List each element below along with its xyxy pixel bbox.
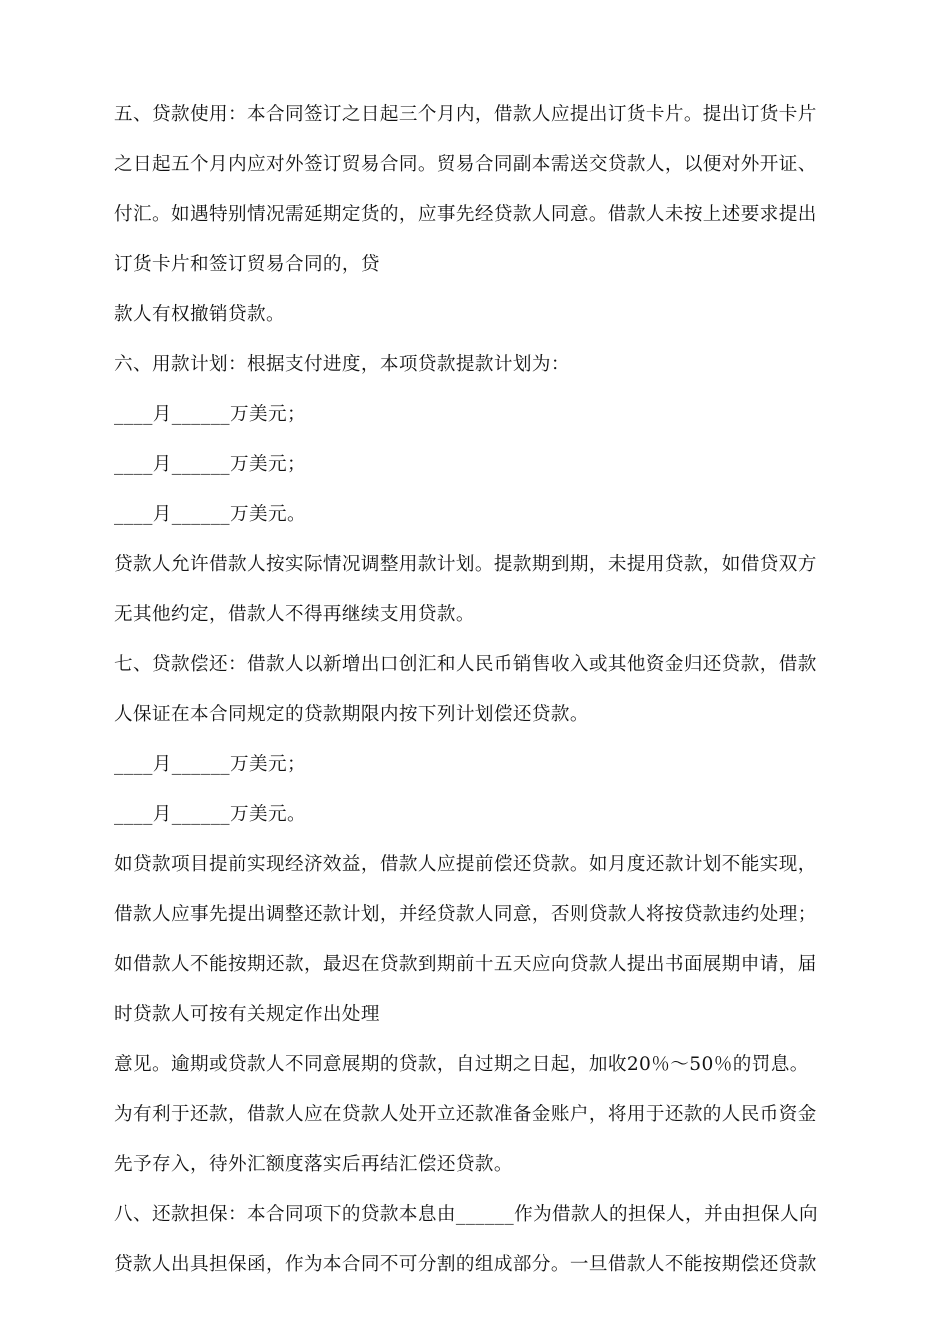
clause-7-line-5: 如借款人不能按期还款，最迟在贷款到期前十五天应向贷款人提出书面展期申请，届 <box>114 954 817 975</box>
clause-7-line-6: 时贷款人可按有关规定作出处理 <box>114 1004 380 1025</box>
repayment-plan-item-2: ____月______万美元。 <box>114 804 306 825</box>
clause-7-line-9: 先予存入，待外汇额度落实后再结汇偿还贷款。 <box>114 1154 513 1175</box>
clause-7-line-3: 如贷款项目提前实现经济效益，借款人应提前偿还贷款。如月度还款计划不能实现， <box>114 854 817 875</box>
clause-5-line-3: 付汇。如遇特别情况需延期定货的，应事先经贷款人同意。借款人未按上述要求提出 <box>114 204 817 225</box>
clause-5-line-1: 五、贷款使用：本合同签订之日起三个月内，借款人应提出订货卡片。提出订货卡片 <box>114 104 817 125</box>
clause-8-line-2: 贷款人出具担保函，作为本合同不可分割的组成部分。一旦借款人不能按期偿还贷款 <box>114 1254 817 1275</box>
drawdown-plan-item-2: ____月______万美元； <box>114 454 306 475</box>
clause-6-heading: 六、用款计划：根据支付进度，本项贷款提款计划为： <box>114 354 570 375</box>
clause-6-line-1: 贷款人允许借款人按实际情况调整用款计划。提款期到期，未提用贷款，如借贷双方 <box>114 554 817 575</box>
clause-5-line-2: 之日起五个月内应对外签订贸易合同。贸易合同副本需送交贷款人，以便对外开证、 <box>114 154 817 175</box>
clause-5-line-5: 款人有权撤销贷款。 <box>114 304 285 325</box>
clause-7-line-8: 为有利于还款，借款人应在贷款人处开立还款准备金账户，将用于还款的人民币资金 <box>114 1104 817 1125</box>
clause-7-line-2: 人保证在本合同规定的贷款期限内按下列计划偿还贷款。 <box>114 704 589 725</box>
drawdown-plan-item-3: ____月______万美元。 <box>114 504 306 525</box>
repayment-plan-item-1: ____月______万美元； <box>114 754 306 775</box>
clause-5-line-4: 订货卡片和签订贸易合同的，贷 <box>114 254 380 275</box>
drawdown-plan-item-1: ____月______万美元； <box>114 404 306 425</box>
clause-7-heading: 七、贷款偿还：借款人以新增出口创汇和人民币销售收入或其他资金归还贷款，借款 <box>114 654 817 675</box>
clause-7-line-7: 意见。逾期或贷款人不同意展期的贷款，自过期之日起，加收20％～50％的罚息。 <box>114 1054 809 1075</box>
clause-8-heading: 八、还款担保：本合同项下的贷款本息由______作为借款人的担保人，并由担保人向 <box>114 1204 818 1225</box>
clause-6-line-2: 无其他约定，借款人不得再继续支用贷款。 <box>114 604 475 625</box>
clause-7-line-4: 借款人应事先提出调整还款计划，并经贷款人同意，否则贷款人将按贷款违约处理； <box>114 904 817 925</box>
